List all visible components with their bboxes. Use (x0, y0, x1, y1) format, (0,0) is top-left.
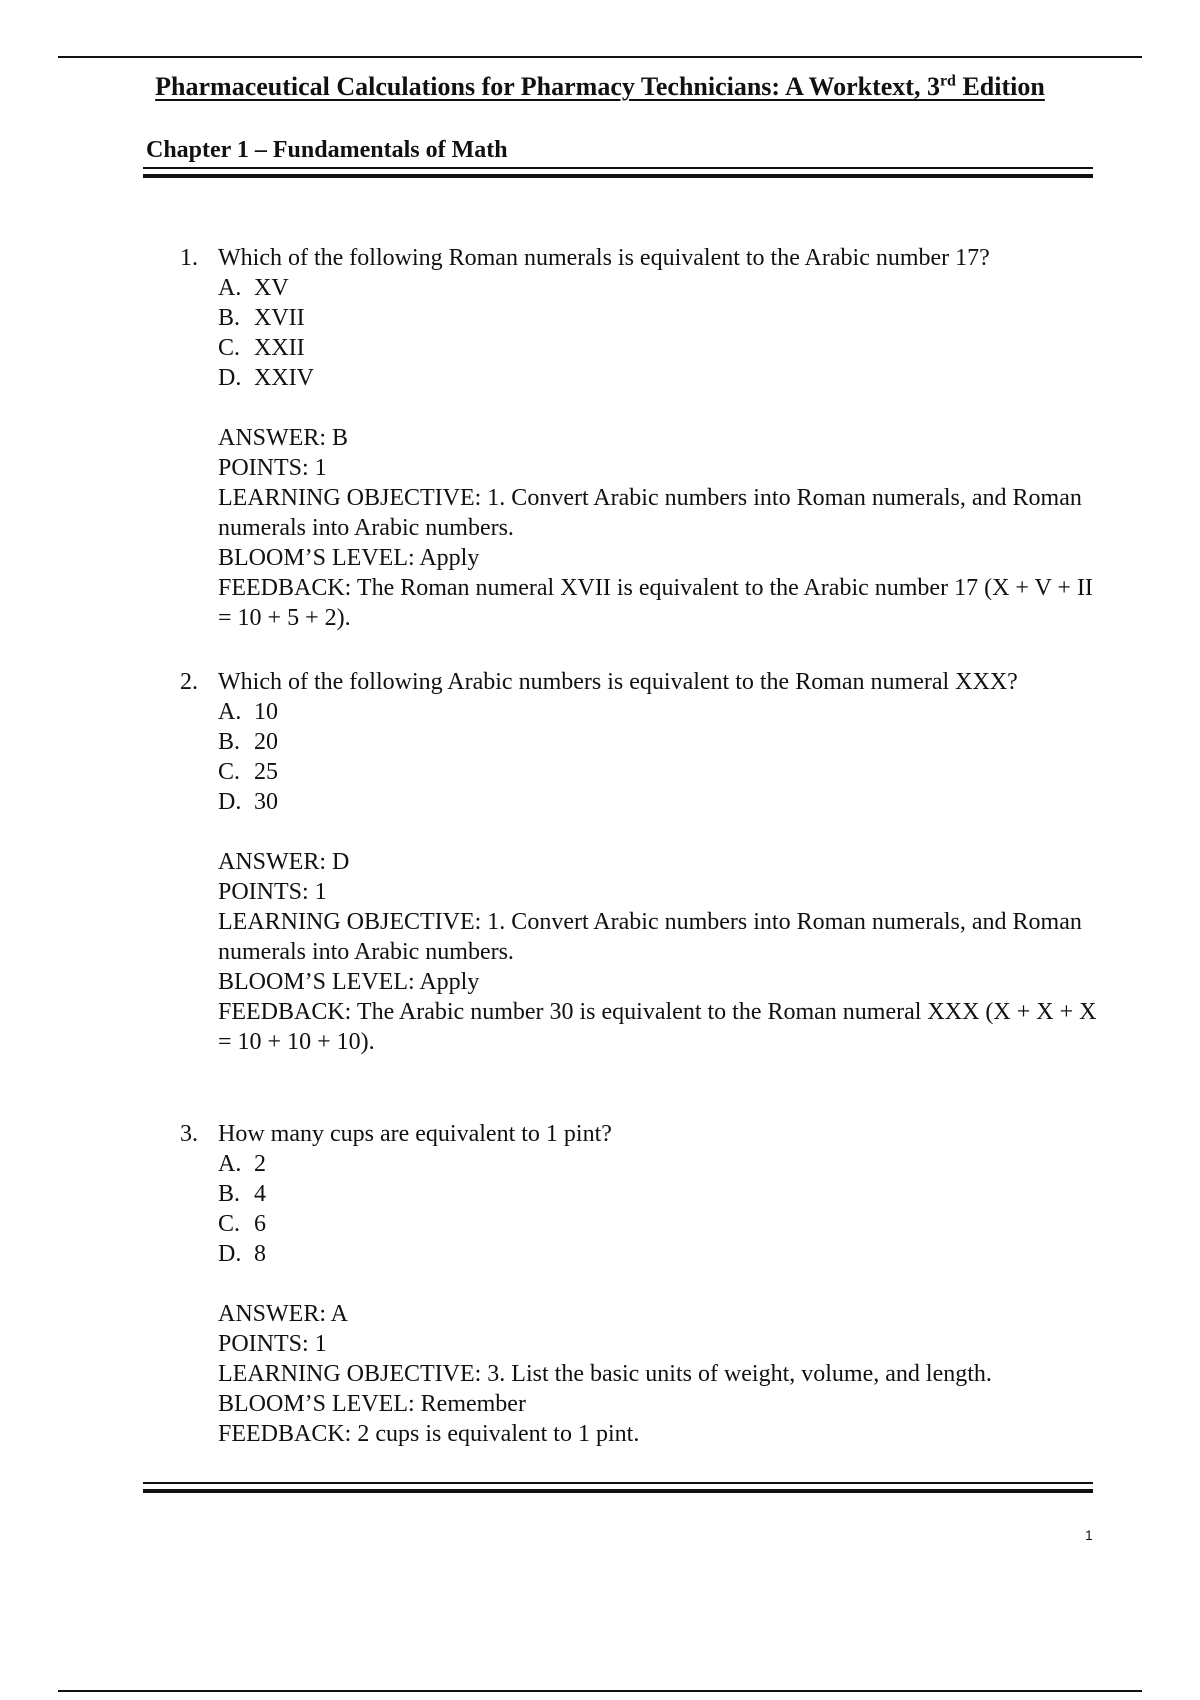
option-text: XV (254, 275, 289, 301)
answer-option (218, 697, 1100, 727)
question-prompt: Which of the following Arabic numbers is equivalent to the Roman numeral XXX? (218, 669, 1018, 695)
feedback-text: FEEDBACK: 2 cups is equivalent to 1 pint. (218, 1421, 640, 1447)
option-letter: D. (218, 1241, 242, 1267)
option-letter: D. (218, 365, 242, 391)
points-line: POINTS: 1 (218, 879, 327, 905)
answer-metadata (218, 847, 1100, 1057)
option-text: XXII (254, 335, 305, 361)
question-prompt: How many cups are equivalent to 1 pint? (218, 1121, 612, 1147)
top-rule (58, 56, 1142, 58)
learning-objective: LEARNING OBJECTIVE: 1. Convert Arabic numbers into Roman numerals, and Roman numerals into Arabic numbers. (218, 485, 1082, 541)
answer-option (218, 273, 1100, 303)
answer-option (218, 787, 1100, 817)
answer-line: ANSWER: B (218, 425, 349, 451)
option-letter: B. (218, 729, 241, 755)
option-text: 25 (254, 759, 278, 785)
option-text: 30 (254, 789, 278, 815)
question-1 (180, 243, 1100, 633)
answer-option (218, 757, 1100, 787)
points-line: POINTS: 1 (218, 1331, 327, 1357)
book-title-superscript: rd (939, 72, 956, 90)
option-letter: C. (218, 1211, 241, 1237)
answer-line: ANSWER: D (218, 849, 350, 875)
chapter-double-rule (143, 167, 1093, 178)
question-number: 3. (180, 1121, 198, 1147)
blooms-level: BLOOM’S LEVEL: Remember (218, 1391, 526, 1417)
answer-metadata (218, 1299, 1100, 1449)
option-letter: A. (218, 275, 242, 301)
answer-option (218, 727, 1100, 757)
option-text: XXIV (254, 365, 314, 391)
option-text: 2 (254, 1151, 266, 1177)
option-letter: B. (218, 305, 241, 331)
option-text: 4 (254, 1181, 266, 1207)
blooms-level: BLOOM’S LEVEL: Apply (218, 545, 480, 571)
chapter-heading: Chapter 1 – Fundamentals of Math (146, 137, 508, 163)
book-title-tail: Edition (955, 72, 1045, 101)
option-letter: A. (218, 699, 242, 725)
feedback-text: FEEDBACK: The Roman numeral XVII is equivalent to the Arabic number 17 (X + V + II = 10 + 5 + 2). (218, 575, 1093, 631)
answer-line: ANSWER: A (218, 1301, 349, 1327)
question-2 (180, 667, 1100, 1057)
learning-objective: LEARNING OBJECTIVE: 3. List the basic units of weight, volume, and length. (218, 1361, 992, 1387)
option-letter: C. (218, 759, 241, 785)
question-number: 1. (180, 245, 198, 271)
answer-option (218, 333, 1100, 363)
points-line: POINTS: 1 (218, 455, 327, 481)
option-text: 8 (254, 1241, 266, 1267)
option-text: XVII (254, 305, 305, 331)
footer-double-rule (143, 1482, 1093, 1493)
feedback-text: FEEDBACK: The Arabic number 30 is equivalent to the Roman numeral XXX (X + X + X = 10 + 10 + 10). (218, 999, 1097, 1055)
page-number: 1 (1085, 1527, 1093, 1543)
option-text: 10 (254, 699, 278, 725)
answer-option (218, 1239, 1100, 1269)
book-title (0, 72, 1200, 102)
answer-option (218, 363, 1100, 393)
answer-option (218, 1209, 1100, 1239)
bottom-rule (58, 1690, 1142, 1692)
answer-option (218, 1179, 1100, 1209)
option-letter: D. (218, 789, 242, 815)
learning-objective: LEARNING OBJECTIVE: 1. Convert Arabic numbers into Roman numerals, and Roman numerals into Arabic numbers. (218, 909, 1082, 965)
answer-option (218, 303, 1100, 333)
question-3 (180, 1119, 1100, 1449)
blooms-level: BLOOM’S LEVEL: Apply (218, 969, 480, 995)
answer-metadata (218, 423, 1100, 633)
answer-option (218, 1149, 1100, 1179)
question-prompt: Which of the following Roman numerals is equivalent to the Arabic number 17? (218, 245, 990, 271)
option-letter: C. (218, 335, 241, 361)
option-text: 20 (254, 729, 278, 755)
option-letter: A. (218, 1151, 242, 1177)
option-text: 6 (254, 1211, 266, 1237)
option-letter: B. (218, 1181, 241, 1207)
book-title-text: Pharmaceutical Calculations for Pharmacy Technicians: A Worktext, 3 (155, 72, 940, 101)
question-number: 2. (180, 669, 198, 695)
